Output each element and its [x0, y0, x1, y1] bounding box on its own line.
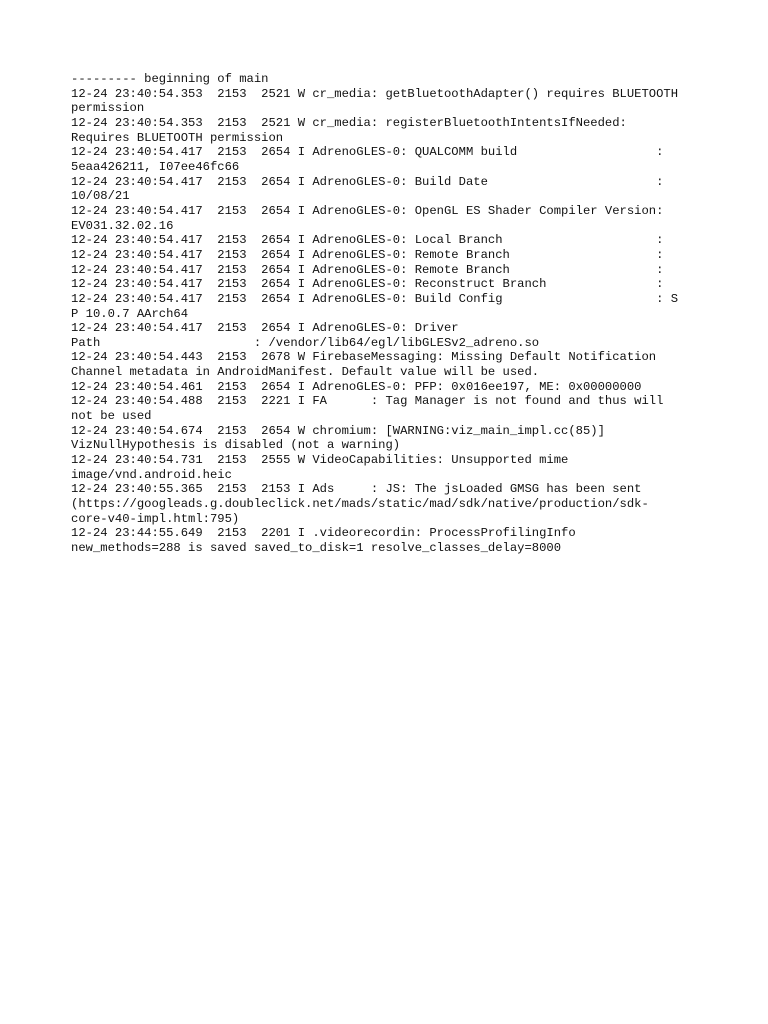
log-line: 12-24 23:40:54.417 2153 2654 I AdrenoGLES-0: Driver — [71, 321, 459, 336]
document-page — [71, 72, 711, 556]
logcat-output — [71, 72, 711, 556]
log-line: image/vnd.android.heic — [71, 467, 232, 482]
log-line: 12-24 23:44:55.649 2153 2201 I .videorecordin: ProcessProfilingInfo — [71, 526, 576, 541]
log-line: 12-24 23:40:54.417 2153 2654 I AdrenoGLES-0: OpenGL ES Shader Compiler Version: — [71, 203, 664, 218]
log-line: 12-24 23:40:54.674 2153 2654 W chromium: [WARNING:viz_main_impl.cc(85)] — [71, 423, 605, 438]
log-line: (https://googleads.g.doubleclick.net/mads/static/mad/sdk/native/production/sdk- — [71, 497, 649, 512]
log-line: 12-24 23:40:54.417 2153 2654 I AdrenoGLES-0: Local Branch : — [71, 233, 664, 248]
log-line: 12-24 23:40:54.417 2153 2654 I AdrenoGLES-0: Remote Branch : — [71, 247, 664, 262]
log-line: permission — [71, 101, 145, 116]
log-line: VizNullHypothesis is disabled (not a warning) — [71, 438, 401, 453]
log-line: --------- beginning of main — [71, 72, 269, 86]
log-line: new_methods=288 is saved saved_to_disk=1 resolve_classes_delay=8000 — [71, 541, 562, 555]
log-line: 12-24 23:40:54.731 2153 2555 W VideoCapabilities: Unsupported mime — [71, 453, 569, 468]
log-line: Requires BLUETOOTH permission — [71, 130, 284, 145]
log-line: Channel metadata in AndroidManifest. Default value will be used. — [71, 365, 540, 380]
log-line: 12-24 23:40:54.353 2153 2521 W cr_media: getBluetoothAdapter() requires BLUETOOTH — [71, 86, 679, 101]
log-line: 12-24 23:40:54.443 2153 2678 W FirebaseMessaging: Missing Default Notification — [71, 350, 657, 365]
log-line: 5eaa426211, I07ee46fc66 — [71, 159, 240, 174]
log-line: Path : /vendor/lib64/egl/libGLESv2_adreno.so — [71, 335, 540, 350]
log-line: 12-24 23:40:54.417 2153 2654 I AdrenoGLES-0: QUALCOMM build : — [71, 145, 664, 160]
log-line: 12-24 23:40:54.417 2153 2654 I AdrenoGLES-0: Remote Branch : — [71, 262, 664, 277]
log-line: not be used — [71, 409, 152, 424]
log-line: core-v40-impl.html:795) — [71, 511, 240, 526]
log-line: 12-24 23:40:54.461 2153 2654 I AdrenoGLES-0: PFP: 0x016ee197, ME: 0x00000000 — [71, 379, 642, 394]
log-line: 12-24 23:40:54.417 2153 2654 I AdrenoGLES-0: Reconstruct Branch : — [71, 277, 664, 292]
log-line: EV031.32.02.16 — [71, 218, 174, 233]
log-line: 12-24 23:40:54.417 2153 2654 I AdrenoGLES-0: Build Date : — [71, 174, 664, 189]
log-line: 10/08/21 — [71, 189, 130, 204]
log-line: P 10.0.7 AArch64 — [71, 306, 189, 321]
log-line: 12-24 23:40:54.417 2153 2654 I AdrenoGLES-0: Build Config : S — [71, 291, 679, 306]
log-line: 12-24 23:40:54.488 2153 2221 I FA : Tag Manager is not found and thus will — [71, 394, 664, 409]
log-line: 12-24 23:40:54.353 2153 2521 W cr_media: registerBluetoothIntentsIfNeeded: — [71, 115, 627, 130]
log-line: 12-24 23:40:55.365 2153 2153 I Ads : JS: The jsLoaded GMSG has been sent — [71, 482, 642, 497]
